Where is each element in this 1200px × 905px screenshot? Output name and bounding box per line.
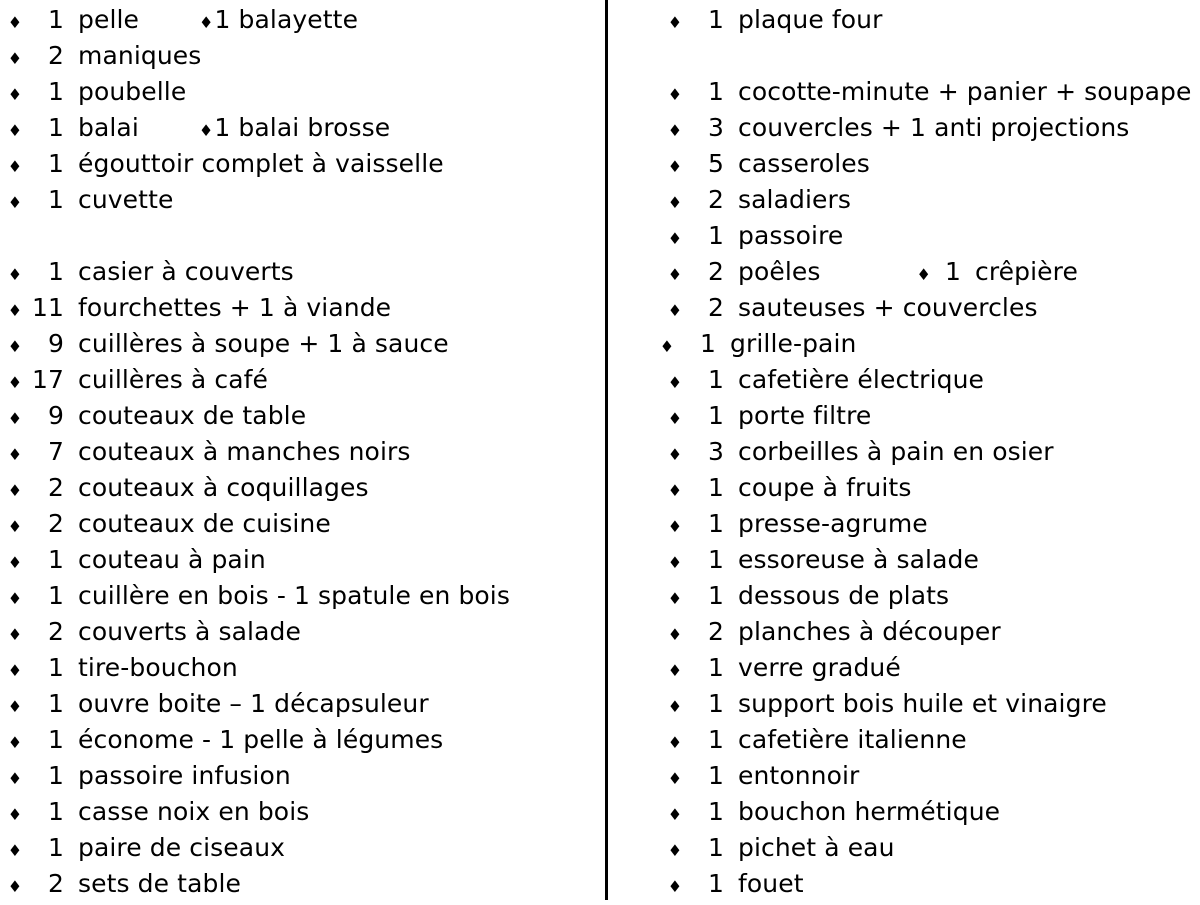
diamond-bullet-icon: ♦ bbox=[667, 409, 683, 428]
secondary-list-item bbox=[917, 254, 1078, 293]
diamond-bullet-icon: ♦ bbox=[659, 337, 675, 356]
diamond-bullet-icon: ♦ bbox=[7, 769, 23, 788]
item-label: cuillère en bois - 1 spatule en bois bbox=[78, 581, 510, 610]
diamond-bullet-icon: ♦ bbox=[667, 661, 683, 680]
item-quantity: 3 bbox=[707, 437, 724, 466]
list-item bbox=[0, 182, 605, 218]
item-label: pelle bbox=[78, 5, 140, 34]
diamond-bullet-icon: ♦ bbox=[7, 301, 23, 320]
item-quantity: 1 bbox=[47, 653, 64, 682]
list-item bbox=[608, 290, 1200, 326]
list-item bbox=[608, 110, 1200, 146]
right-inventory-column bbox=[608, 0, 1200, 900]
list-item bbox=[608, 254, 1200, 290]
list-item bbox=[608, 866, 1200, 902]
diamond-bullet-icon: ♦ bbox=[667, 517, 683, 536]
item-quantity: 1 bbox=[47, 185, 64, 214]
list-spacer bbox=[0, 218, 605, 254]
diamond-bullet-icon: ♦ bbox=[7, 157, 23, 176]
item-label: planches à découper bbox=[738, 617, 1001, 646]
item-quantity: 9 bbox=[47, 401, 64, 430]
item-label: couvercles + 1 anti projections bbox=[738, 113, 1130, 142]
list-item bbox=[608, 650, 1200, 686]
diamond-bullet-icon: ♦ bbox=[667, 157, 683, 176]
list-item bbox=[608, 506, 1200, 542]
item-label: casseroles bbox=[738, 149, 870, 178]
secondary-list-item bbox=[199, 2, 358, 41]
item-quantity: 1 bbox=[707, 833, 724, 862]
item-label: saladiers bbox=[738, 185, 852, 214]
diamond-bullet-icon: ♦ bbox=[7, 625, 23, 644]
item-label: cocotte-minute + panier + soupape bbox=[738, 77, 1192, 106]
item-quantity: 2 bbox=[707, 185, 724, 214]
item-quantity: 1 bbox=[707, 545, 724, 574]
item-label: entonnoir bbox=[738, 761, 860, 790]
diamond-bullet-icon: ♦ bbox=[667, 625, 683, 644]
diamond-bullet-icon: ♦ bbox=[7, 517, 23, 536]
diamond-bullet-icon: ♦ bbox=[667, 373, 683, 392]
item-quantity: 1 bbox=[707, 221, 724, 250]
item-quantity: 1 bbox=[707, 653, 724, 682]
list-item bbox=[608, 722, 1200, 758]
secondary-item-label: 1 balayette bbox=[214, 5, 359, 34]
item-quantity: 1 bbox=[47, 833, 64, 862]
diamond-bullet-icon: ♦ bbox=[7, 49, 23, 68]
diamond-bullet-icon: ♦ bbox=[667, 733, 683, 752]
item-label: cafetière électrique bbox=[738, 365, 985, 394]
item-quantity: 1 bbox=[707, 473, 724, 502]
list-item bbox=[0, 38, 605, 74]
item-quantity: 9 bbox=[47, 329, 64, 358]
list-item bbox=[0, 578, 605, 614]
list-item bbox=[608, 362, 1200, 398]
item-label: bouchon hermétique bbox=[738, 797, 1001, 826]
list-item bbox=[0, 398, 605, 434]
item-quantity: 5 bbox=[707, 149, 724, 178]
list-item bbox=[0, 830, 605, 866]
item-quantity: 1 bbox=[47, 545, 64, 574]
list-item bbox=[608, 182, 1200, 218]
list-item bbox=[0, 470, 605, 506]
list-item bbox=[0, 326, 605, 362]
list-spacer bbox=[608, 38, 1200, 74]
item-label: économe - 1 pelle à légumes bbox=[78, 725, 444, 754]
diamond-bullet-icon: ♦ bbox=[916, 265, 931, 284]
diamond-bullet-icon: ♦ bbox=[667, 769, 683, 788]
diamond-bullet-icon: ♦ bbox=[7, 841, 23, 860]
item-quantity: 3 bbox=[707, 113, 724, 142]
item-label: casier à couverts bbox=[78, 257, 294, 286]
diamond-bullet-icon: ♦ bbox=[7, 337, 23, 356]
item-label: coupe à fruits bbox=[738, 473, 912, 502]
diamond-bullet-icon: ♦ bbox=[7, 409, 23, 428]
item-label: couteaux à coquillages bbox=[78, 473, 369, 502]
item-label: support bois huile et vinaigre bbox=[738, 689, 1107, 718]
item-quantity: 2 bbox=[707, 617, 724, 646]
item-quantity: 1 bbox=[47, 761, 64, 790]
diamond-bullet-icon: ♦ bbox=[667, 553, 683, 572]
diamond-bullet-icon: ♦ bbox=[7, 805, 23, 824]
diamond-bullet-icon: ♦ bbox=[667, 265, 683, 284]
item-label: passoire bbox=[738, 221, 844, 250]
item-label: couteaux de cuisine bbox=[78, 509, 331, 538]
item-quantity: 1 bbox=[707, 689, 724, 718]
item-label: sets de table bbox=[78, 869, 241, 898]
diamond-bullet-icon: ♦ bbox=[7, 193, 23, 212]
item-label: essoreuse à salade bbox=[738, 545, 979, 574]
list-item bbox=[0, 254, 605, 290]
diamond-bullet-icon: ♦ bbox=[7, 661, 23, 680]
diamond-bullet-icon: ♦ bbox=[7, 13, 23, 32]
list-item bbox=[608, 470, 1200, 506]
list-item bbox=[0, 74, 605, 110]
item-label: poubelle bbox=[78, 77, 187, 106]
secondary-item-quantity: 1 bbox=[944, 257, 961, 286]
list-item bbox=[0, 758, 605, 794]
item-quantity: 1 bbox=[707, 869, 724, 898]
list-item bbox=[608, 74, 1200, 110]
list-item bbox=[608, 2, 1200, 38]
diamond-bullet-icon: ♦ bbox=[7, 85, 23, 104]
list-item bbox=[608, 758, 1200, 794]
item-label: tire-bouchon bbox=[78, 653, 238, 682]
list-item bbox=[0, 110, 605, 146]
item-label: maniques bbox=[78, 41, 202, 70]
item-label: couverts à salade bbox=[78, 617, 301, 646]
item-label: corbeilles à pain en osier bbox=[738, 437, 1054, 466]
diamond-bullet-icon: ♦ bbox=[7, 121, 23, 140]
list-item bbox=[0, 506, 605, 542]
diamond-bullet-icon: ♦ bbox=[667, 13, 683, 32]
item-label: pichet à eau bbox=[738, 833, 895, 862]
diamond-bullet-icon: ♦ bbox=[7, 373, 23, 392]
list-item bbox=[608, 830, 1200, 866]
item-quantity: 11 bbox=[31, 293, 64, 322]
item-quantity: 2 bbox=[47, 509, 64, 538]
item-label: presse-agrume bbox=[738, 509, 928, 538]
diamond-bullet-icon: ♦ bbox=[7, 589, 23, 608]
item-quantity: 1 bbox=[47, 5, 64, 34]
list-item bbox=[0, 794, 605, 830]
diamond-bullet-icon: ♦ bbox=[7, 481, 23, 500]
item-label: couteau à pain bbox=[78, 545, 266, 574]
item-quantity: 7 bbox=[47, 437, 64, 466]
item-label: cuillères à soupe + 1 à sauce bbox=[78, 329, 449, 358]
item-label: sauteuses + couvercles bbox=[738, 293, 1038, 322]
item-quantity: 2 bbox=[47, 473, 64, 502]
item-quantity: 1 bbox=[699, 329, 716, 358]
item-label: casse noix en bois bbox=[78, 797, 310, 826]
item-label: passoire infusion bbox=[78, 761, 291, 790]
item-label: poêles bbox=[738, 257, 821, 286]
list-item bbox=[0, 650, 605, 686]
diamond-bullet-icon: ♦ bbox=[667, 121, 683, 140]
list-item bbox=[608, 218, 1200, 254]
item-quantity: 2 bbox=[47, 617, 64, 646]
list-item bbox=[608, 542, 1200, 578]
list-item bbox=[608, 326, 1200, 362]
diamond-bullet-icon: ♦ bbox=[7, 265, 23, 284]
list-item bbox=[0, 2, 605, 38]
item-quantity: 2 bbox=[707, 257, 724, 286]
item-label: fouet bbox=[738, 869, 804, 898]
item-label: cuvette bbox=[78, 185, 174, 214]
item-quantity: 1 bbox=[707, 797, 724, 826]
item-quantity: 1 bbox=[47, 257, 64, 286]
item-label: verre gradué bbox=[738, 653, 901, 682]
item-label: balai bbox=[78, 113, 139, 142]
item-quantity: 1 bbox=[707, 581, 724, 610]
list-item bbox=[608, 614, 1200, 650]
item-quantity: 17 bbox=[31, 365, 64, 394]
item-quantity: 2 bbox=[707, 293, 724, 322]
item-label: cafetière italienne bbox=[738, 725, 967, 754]
diamond-bullet-icon: ♦ bbox=[667, 301, 683, 320]
list-item bbox=[0, 866, 605, 902]
list-item bbox=[608, 578, 1200, 614]
diamond-bullet-icon: ♦ bbox=[667, 841, 683, 860]
item-quantity: 1 bbox=[47, 77, 64, 106]
secondary-item-label: 1 balai brosse bbox=[214, 113, 391, 142]
diamond-bullet-icon: ♦ bbox=[667, 589, 683, 608]
item-quantity: 1 bbox=[47, 149, 64, 178]
item-quantity: 1 bbox=[47, 113, 64, 142]
item-label: grille-pain bbox=[730, 329, 857, 358]
item-label: paire de ciseaux bbox=[78, 833, 286, 862]
list-item bbox=[0, 542, 605, 578]
item-quantity: 1 bbox=[707, 5, 724, 34]
diamond-bullet-icon: ♦ bbox=[667, 85, 683, 104]
list-item bbox=[0, 722, 605, 758]
list-item bbox=[0, 434, 605, 470]
list-item bbox=[608, 794, 1200, 830]
list-item bbox=[0, 614, 605, 650]
diamond-bullet-icon: ♦ bbox=[199, 13, 214, 32]
item-label: égouttoir complet à vaisselle bbox=[78, 149, 444, 178]
secondary-item-label: crêpière bbox=[974, 257, 1078, 286]
item-quantity: 1 bbox=[47, 581, 64, 610]
item-quantity: 1 bbox=[707, 509, 724, 538]
item-label: plaque four bbox=[738, 5, 883, 34]
item-quantity: 1 bbox=[707, 401, 724, 430]
item-quantity: 1 bbox=[47, 725, 64, 754]
diamond-bullet-icon: ♦ bbox=[198, 121, 214, 140]
diamond-bullet-icon: ♦ bbox=[667, 805, 683, 824]
item-quantity: 1 bbox=[707, 725, 724, 754]
item-quantity: 1 bbox=[707, 365, 724, 394]
list-item bbox=[608, 686, 1200, 722]
list-item bbox=[0, 362, 605, 398]
secondary-list-item bbox=[199, 110, 390, 149]
diamond-bullet-icon: ♦ bbox=[7, 697, 23, 716]
diamond-bullet-icon: ♦ bbox=[667, 445, 683, 464]
item-label: porte filtre bbox=[738, 401, 872, 430]
list-item bbox=[0, 686, 605, 722]
diamond-bullet-icon: ♦ bbox=[7, 553, 23, 572]
diamond-bullet-icon: ♦ bbox=[7, 733, 23, 752]
item-label: cuillères à café bbox=[78, 365, 269, 394]
item-quantity: 1 bbox=[707, 761, 724, 790]
diamond-bullet-icon: ♦ bbox=[667, 481, 683, 500]
item-label: dessous de plats bbox=[738, 581, 950, 610]
list-item bbox=[0, 290, 605, 326]
item-quantity: 1 bbox=[47, 797, 64, 826]
item-label: fourchettes + 1 à viande bbox=[78, 293, 392, 322]
list-item bbox=[608, 434, 1200, 470]
diamond-bullet-icon: ♦ bbox=[667, 193, 683, 212]
item-quantity: 1 bbox=[47, 689, 64, 718]
diamond-bullet-icon: ♦ bbox=[7, 445, 23, 464]
diamond-bullet-icon: ♦ bbox=[667, 697, 683, 716]
list-item bbox=[608, 146, 1200, 182]
item-label: couteaux à manches noirs bbox=[78, 437, 411, 466]
diamond-bullet-icon: ♦ bbox=[7, 877, 23, 896]
list-item bbox=[0, 146, 605, 182]
diamond-bullet-icon: ♦ bbox=[667, 229, 683, 248]
item-label: ouvre boite – 1 décapsuleur bbox=[78, 689, 429, 718]
item-label: couteaux de table bbox=[78, 401, 307, 430]
list-item bbox=[608, 398, 1200, 434]
item-quantity: 2 bbox=[47, 869, 64, 898]
item-quantity: 2 bbox=[47, 41, 64, 70]
diamond-bullet-icon: ♦ bbox=[667, 877, 683, 896]
item-quantity: 1 bbox=[707, 77, 724, 106]
